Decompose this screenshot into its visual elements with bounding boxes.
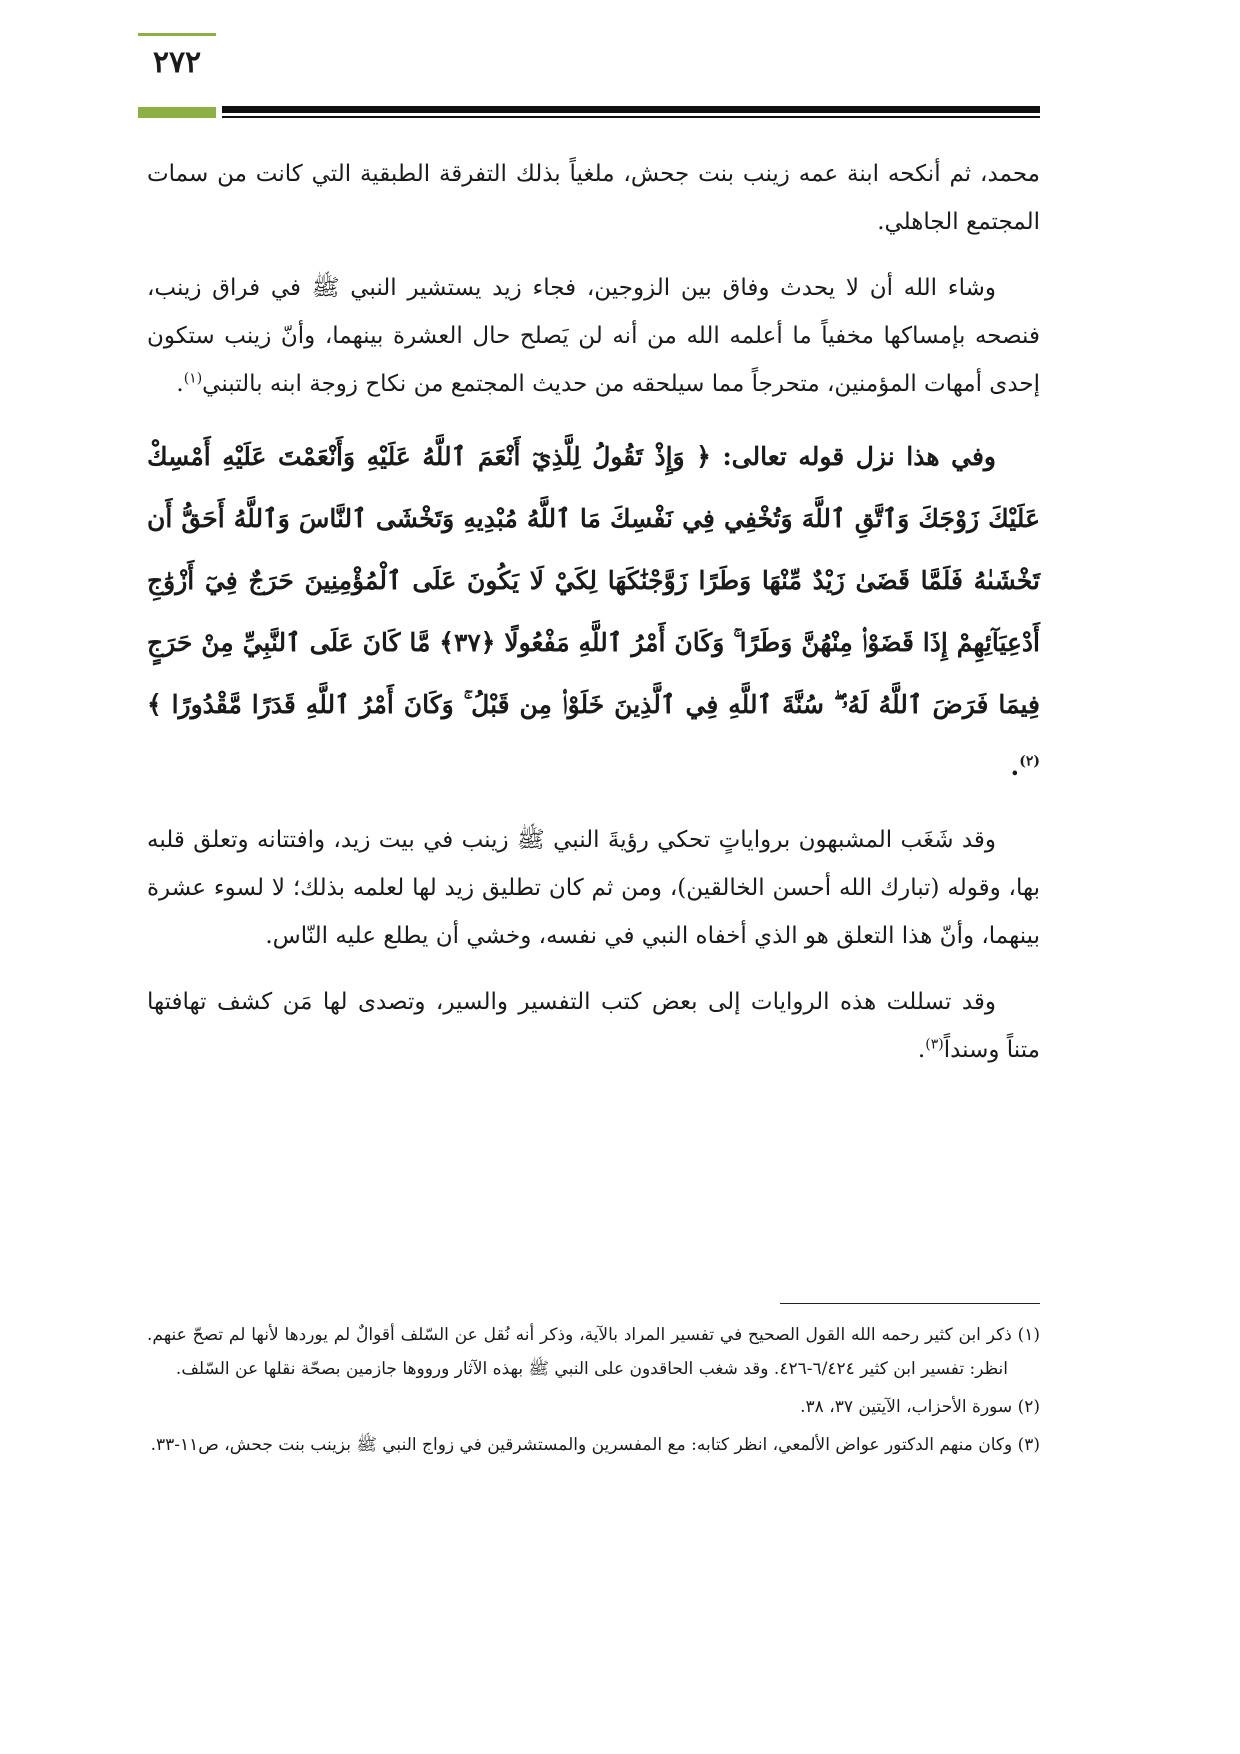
page-number-bottom-rule (138, 107, 216, 118)
footnote-ref-1[interactable]: (١) (183, 370, 203, 387)
footnote-3: (٣) وكان منهم الدكتور عواض الألمعي، انظر كتابه: مع المفسرين والمستشرقين في زواج النبي ﷺ بزينب بنت جحش، ص١١-٣٣. (150, 1435, 1040, 1455)
paragraph-4: وقد شَغَب المشبهون برواياتٍ تحكي رؤيةَ النبي ﷺ زينب في بيت زيد، وافتتانه وتعلق قلبه بها، وقوله (تبارك الله أحسن الخالقين)، ومن ثم كان تطليق زيد لها لعلمه بذلك؛ لا لسوء عشرة بينهما، وأنّ هذا التعلق هو الذي أخفاه النبي في نفسه، وخشي أن يطلع عليه النّاس. (147, 827, 1040, 949)
paragraph-2-text: وشاء الله أن لا يحدث وفاق بين الزوجين، فجاء زيد يستشير النبي ﷺ في فراق زينب، فنصحه بإمساكها مخفياً ما أعلمه الله من أنه لن يَصلح حال العشرة بينهما، وأنّ زينب ستكون إحدى أمهات المؤمنين، متحرجاً مما سيلحقه من حديث المجتمع من نكاح زوجة ابنه بالتبني (147, 275, 1040, 397)
paragraph-5-text: وقد تسللت هذه الروايات إلى بعض كتب التفسير والسير، وتصدى لها مَن كشف تهافتها متناً وسنداً (147, 989, 1040, 1063)
paragraph-5-end: . (917, 1037, 926, 1063)
paragraph-3-intro: وفي هذا نزل قوله تعالى: (710, 442, 996, 471)
quran-verse: ﴿ وَإِذْ تَقُولُ لِلَّذِيٓ أَنْعَمَ ٱللَّهُ عَلَيْهِ وَأَنْعَمْتَ عَلَيْهِ أَمْسِكْ عَلَيْكَ زَوْجَكَ وَٱتَّقِ ٱللَّهَ وَتُخْفِي فِي نَفْسِكَ مَا ٱللَّهُ مُبْدِيهِ وَتَخْشَى ٱلنَّاسَ وَٱللَّهُ أَحَقُّ أَن تَخْشَىٰهُ فَلَمَّا قَضَىٰ زَيْدٌ مِّنْهَا وَطَرًا زَوَّجْنَٰكَهَا لِكَيْ لَا يَكُونَ عَلَى ٱلْمُؤْمِنِينَ حَرَجٌ فِيٓ أَزْوَٰجِ أَدْعِيَآئِهِمْ إِذَا قَضَوْا۟ مِنْهُنَّ وَطَرًا ۚ وَكَانَ أَمْرُ ٱللَّهِ مَفْعُولًا ﴿٣٧﴾ مَّا كَانَ عَلَى ٱلنَّبِيِّ مِنْ حَرَجٍ فِيمَا فَرَضَ ٱللَّهُ لَهُۥ ۖ سُنَّةَ ٱللَّهِ فِي ٱلَّذِينَ خَلَوْا۟ مِن قَبْلُ ۚ وَكَانَ أَمْرُ ٱللَّهِ قَدَرًا مَّقْدُورًا ﴾ (147, 442, 1040, 719)
paragraph-5 (147, 978, 1040, 1074)
paragraph-3-quran (147, 426, 1040, 798)
paragraph-3-end: . (1010, 752, 1020, 781)
header-rule-thin (222, 116, 1040, 118)
footnote-ref-3[interactable]: (٣) (925, 1036, 944, 1053)
paragraph-2 (147, 264, 1040, 408)
page-number: ٢٧٢ (152, 45, 202, 80)
footnote-1: (١) ذكر ابن كثير رحمه الله القول الصحيح في تفسير المراد بالآية، وذكر أنه نُقل عن السّلف أقوالٌ لم يوردها لأنها لم تصحّ عنهم. انظر: تفسير ابن كثير ٦/٤٢٤-٤٢٦. وقد شغب الحاقدون على النبي ﷺ بهذه الآثار ورووها جازمين بصحّة نقلها عن السّلف. (147, 1325, 1040, 1379)
footnote-ref-2[interactable]: (٢) (1019, 753, 1040, 770)
footnote-2: (٢) سورة الأحزاب، الآيتين ٣٧، ٣٨. (800, 1397, 1040, 1417)
page-number-top-rule (138, 33, 216, 36)
footnote-separator (780, 1303, 1040, 1304)
paragraph-1: محمد، ثم أنكحه ابنة عمه زينب بنت جحش، ملغياً بذلك التفرقة الطبقية التي كانت من سمات المجتمع الجاهلي. (147, 161, 1040, 235)
paragraph-2-end: . (176, 371, 184, 397)
header-rule-thick (222, 106, 1040, 113)
main-text (147, 150, 1040, 1092)
footnotes (147, 1318, 1040, 1466)
